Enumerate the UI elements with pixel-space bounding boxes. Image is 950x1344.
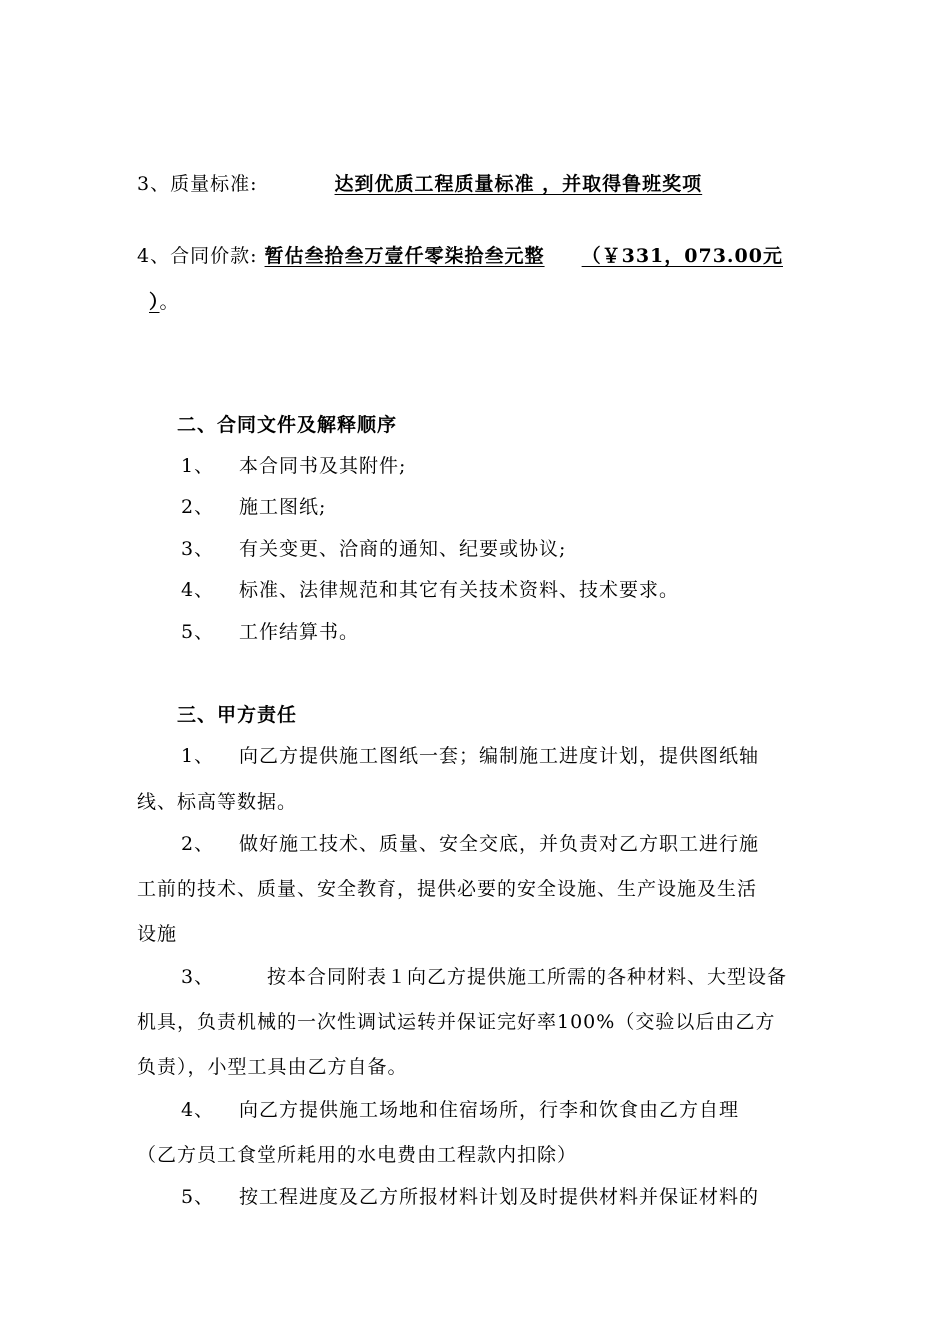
quality-standard-line <box>137 171 702 197</box>
section2-item-3: 3、 有关变更、洽商的通知、纪要或协议; <box>181 538 567 560</box>
contract-price-line-2 <box>137 289 180 315</box>
quality-value: 达到优质工程质量标准 ，并取得鲁班奖项 <box>334 173 703 195</box>
price-label: 4、合同价款: <box>137 245 258 267</box>
price-value-words: 暂估叁拾叁万壹仟零柒拾叁元整 <box>264 245 545 267</box>
section3-item-4-cont: （乙方员工食堂所耗用的水电费由工程款内扣除） <box>137 1144 578 1166</box>
section3-item-2: 2、 做好施工技术、质量、安全交底，并负责对乙方职工进行施 <box>181 833 760 855</box>
price-end: 。 <box>159 291 180 313</box>
quality-label: 3、质量标准: <box>137 173 258 195</box>
section2-item-1: 1、 本合同书及其附件; <box>181 455 407 477</box>
section3-item-1-cont: 线、标高等数据。 <box>137 791 298 813</box>
section3-heading: 三、甲方责任 <box>177 704 298 726</box>
section3-item-3: 3、 按本合同附表１向乙方提供施工所需的各种材料、大型设备 <box>181 966 788 988</box>
price-value-number: （￥331，073.00元 <box>581 245 783 267</box>
section3-item-3-cont2: 负责），小型工具由乙方自备。 <box>137 1056 408 1078</box>
section2-heading: 二、合同文件及解释顺序 <box>177 414 398 436</box>
section3-item-5: 5、 按工程进度及乙方所报材料计划及时提供材料并保证材料的 <box>181 1186 760 1208</box>
section3-item-1: 1、 向乙方提供施工图纸一套；编制施工进度计划，提供图纸轴 <box>181 745 760 767</box>
section2-item-4: 4、 标准、法律规范和其它有关技术资料、技术要求。 <box>181 579 680 601</box>
section3-item-2-cont: 工前的技术、质量、安全教育，提供必要的安全设施、生产设施及生活 <box>137 878 758 900</box>
section3-item-2-cont2: 设施 <box>137 923 178 945</box>
section3-item-3-cont: 机具，负责机械的一次性调试运转并保证完好率100%（交验以后由乙方 <box>137 1011 776 1033</box>
price-value-close: ） <box>149 291 160 313</box>
contract-price-line <box>137 243 783 269</box>
section3-item-4: 4、 向乙方提供施工场地和住宿场所，行李和饮食由乙方自理 <box>181 1099 740 1121</box>
section2-item-5: 5、 工作结算书。 <box>181 621 360 643</box>
section2-item-2: 2、 施工图纸; <box>181 496 327 518</box>
